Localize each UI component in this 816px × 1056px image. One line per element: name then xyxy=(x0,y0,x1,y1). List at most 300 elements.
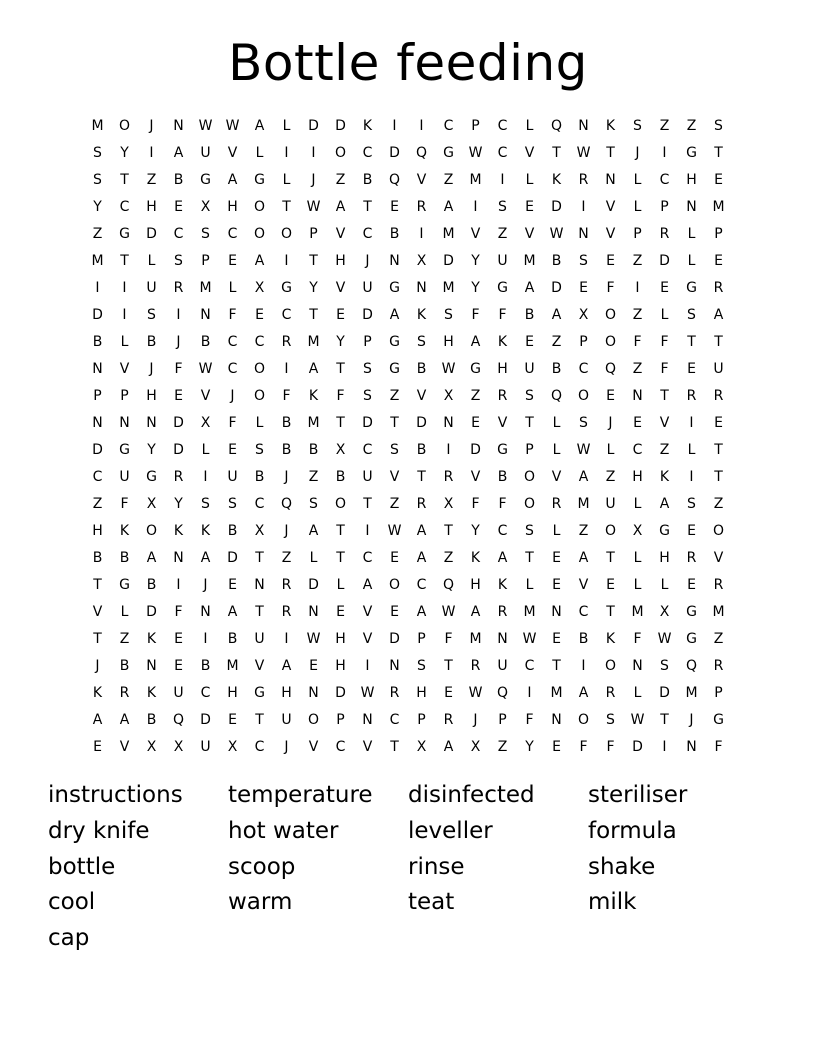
grid-letter: E xyxy=(687,361,696,377)
grid-letter: S xyxy=(579,253,588,269)
grid-letter: A xyxy=(362,577,373,593)
grid-letter: X xyxy=(227,739,238,755)
grid-letter: K xyxy=(497,334,508,350)
grid-letter: K xyxy=(362,118,373,134)
grid-letter: V xyxy=(551,469,562,485)
grid-letter: S xyxy=(687,496,696,512)
grid-letter: G xyxy=(389,334,400,350)
grid-letter: F xyxy=(606,739,615,755)
grid-letter: D xyxy=(659,253,670,269)
grid-letter: I xyxy=(284,631,289,647)
grid-letter: B xyxy=(173,172,184,188)
grid-letter: V xyxy=(416,388,427,404)
grid-letter: H xyxy=(632,469,643,485)
grid-letter: G xyxy=(119,442,130,458)
grid-letter: B xyxy=(416,442,427,458)
grid-letter: E xyxy=(714,172,723,188)
grid-letter: J xyxy=(311,172,316,188)
grid-letter: D xyxy=(173,442,184,458)
grid-letter: D xyxy=(416,415,427,431)
grid-letter: T xyxy=(336,550,345,566)
grid-letter: W xyxy=(225,118,240,134)
grid-letter: S xyxy=(174,253,183,269)
grid-letter: J xyxy=(284,523,289,539)
grid-letter: Z xyxy=(632,361,643,377)
grid-letter: T xyxy=(714,442,723,458)
word-list-item: rinse xyxy=(408,853,465,880)
grid-letter: F xyxy=(174,604,183,620)
grid-letter: E xyxy=(255,307,264,323)
grid-letter: N xyxy=(443,415,454,431)
grid-letter: Q xyxy=(550,388,563,404)
grid-letter: T xyxy=(525,415,534,431)
grid-row xyxy=(84,302,732,329)
grid-letter: B xyxy=(227,631,238,647)
grid-letter: I xyxy=(122,307,127,323)
grid-letter: E xyxy=(633,415,642,431)
grid-letter: X xyxy=(200,199,211,215)
grid-letter: F xyxy=(471,307,480,323)
grid-letter: Z xyxy=(659,442,670,458)
grid-letter: E xyxy=(390,550,399,566)
grid-letter: P xyxy=(120,388,129,404)
grid-letter: I xyxy=(203,469,208,485)
grid-letter: N xyxy=(632,658,643,674)
grid-row xyxy=(84,356,732,383)
grid-letter: O xyxy=(604,334,617,350)
grid-letter: I xyxy=(311,145,316,161)
grid-letter: N xyxy=(92,415,103,431)
grid-letter: G xyxy=(470,361,481,377)
grid-letter: V xyxy=(605,226,616,242)
grid-letter: H xyxy=(335,631,346,647)
grid-letter: H xyxy=(659,550,670,566)
grid-letter: F xyxy=(579,739,588,755)
grid-letter: C xyxy=(362,145,373,161)
grid-letter: L xyxy=(147,253,156,269)
grid-letter: F xyxy=(444,631,453,647)
grid-letter: C xyxy=(362,226,373,242)
grid-letter: I xyxy=(203,631,208,647)
grid-letter: D xyxy=(659,685,670,701)
grid-letter: O xyxy=(253,361,266,377)
grid-letter: T xyxy=(120,253,129,269)
grid-letter: P xyxy=(417,712,426,728)
grid-letter: S xyxy=(201,496,210,512)
grid-letter: A xyxy=(146,550,157,566)
grid-letter: Q xyxy=(604,361,617,377)
grid-letter: K xyxy=(605,631,616,647)
grid-letter: T xyxy=(417,469,426,485)
grid-letter: R xyxy=(119,685,130,701)
grid-letter: Z xyxy=(497,739,508,755)
grid-letter: Z xyxy=(578,523,589,539)
grid-letter: A xyxy=(173,145,184,161)
grid-letter: L xyxy=(255,415,264,431)
grid-letter: Z xyxy=(119,631,130,647)
grid-letter: J xyxy=(95,658,100,674)
grid-letter: L xyxy=(660,307,669,323)
grid-letter: Y xyxy=(309,280,318,296)
grid-letter: R xyxy=(713,658,724,674)
grid-letter: F xyxy=(282,388,291,404)
grid-letter: E xyxy=(228,577,237,593)
grid-letter: D xyxy=(200,712,211,728)
word-list-item: steriliser xyxy=(588,782,688,808)
grid-letter: N xyxy=(551,604,562,620)
grid-letter: O xyxy=(604,658,617,674)
grid-letter: Q xyxy=(172,712,185,728)
grid-letter: E xyxy=(606,388,615,404)
grid-letter: R xyxy=(416,496,427,512)
grid-letter: R xyxy=(389,685,400,701)
grid-letter: N xyxy=(308,685,319,701)
grid-letter: Y xyxy=(525,739,534,755)
grid-letter: P xyxy=(714,685,723,701)
grid-letter: E xyxy=(174,631,183,647)
grid-letter: Y xyxy=(93,199,102,215)
grid-letter: N xyxy=(551,712,562,728)
grid-row xyxy=(84,113,732,140)
grid-letter: S xyxy=(93,172,102,188)
grid-letter: C xyxy=(659,172,670,188)
grid-letter: A xyxy=(308,361,319,377)
grid-letter: L xyxy=(525,577,534,593)
grid-letter: R xyxy=(713,388,724,404)
grid-row xyxy=(84,410,732,437)
grid-letter: S xyxy=(363,361,372,377)
grid-letter: B xyxy=(524,307,535,323)
grid-letter: S xyxy=(660,658,669,674)
grid-letter: J xyxy=(203,577,208,593)
grid-letter: S xyxy=(93,145,102,161)
grid-letter: C xyxy=(443,118,454,134)
grid-letter: K xyxy=(470,550,481,566)
grid-letter: R xyxy=(551,496,562,512)
grid-letter: C xyxy=(173,226,184,242)
grid-letter: Z xyxy=(686,118,697,134)
grid-letter: M xyxy=(307,334,320,350)
grid-letter: A xyxy=(497,550,508,566)
grid-letter: O xyxy=(523,496,536,512)
grid-letter: A xyxy=(470,334,481,350)
grid-letter: I xyxy=(95,280,100,296)
grid-letter: G xyxy=(389,361,400,377)
grid-letter: H xyxy=(416,685,427,701)
grid-letter: T xyxy=(255,550,264,566)
grid-letter: V xyxy=(362,631,373,647)
grid-letter: D xyxy=(146,226,157,242)
grid-letter: R xyxy=(443,712,454,728)
grid-letter: H xyxy=(227,685,238,701)
grid-letter: W xyxy=(360,685,375,701)
grid-letter: M xyxy=(685,685,698,701)
grid-letter: U xyxy=(173,685,184,701)
grid-letter: V xyxy=(362,739,373,755)
grid-letter: F xyxy=(336,388,345,404)
grid-letter: T xyxy=(363,199,372,215)
grid-letter: L xyxy=(633,172,642,188)
grid-letter: U xyxy=(605,496,616,512)
grid-letter: E xyxy=(174,199,183,215)
grid-letter: P xyxy=(417,631,426,647)
grid-letter: T xyxy=(390,415,399,431)
grid-letter: T xyxy=(444,523,453,539)
grid-letter: E xyxy=(525,334,534,350)
grid-letter: C xyxy=(227,226,238,242)
grid-letter: M xyxy=(469,631,482,647)
grid-letter: N xyxy=(497,631,508,647)
grid-letter: E xyxy=(444,685,453,701)
grid-row xyxy=(84,140,732,167)
grid-letter: E xyxy=(552,631,561,647)
grid-letter: F xyxy=(606,280,615,296)
grid-letter: G xyxy=(686,280,697,296)
grid-letter: H xyxy=(686,172,697,188)
grid-letter: U xyxy=(713,361,724,377)
grid-letter: P xyxy=(633,226,642,242)
grid-letter: V xyxy=(227,145,238,161)
grid-letter: N xyxy=(632,388,643,404)
grid-letter: O xyxy=(604,523,617,539)
grid-letter: X xyxy=(173,739,184,755)
grid-letter: R xyxy=(173,280,184,296)
grid-letter: R xyxy=(443,469,454,485)
grid-row xyxy=(84,599,732,626)
grid-letter: H xyxy=(470,577,481,593)
grid-letter: Z xyxy=(713,631,724,647)
grid-letter: B xyxy=(92,550,103,566)
grid-letter: M xyxy=(550,685,563,701)
grid-letter: A xyxy=(308,523,319,539)
word-search-grid xyxy=(84,113,732,761)
grid-letter: I xyxy=(149,145,154,161)
grid-letter: T xyxy=(714,145,723,161)
grid-letter: D xyxy=(362,307,373,323)
grid-letter: O xyxy=(118,118,131,134)
word-list-item: disinfected xyxy=(408,782,535,808)
grid-letter: V xyxy=(200,388,211,404)
grid-letter: B xyxy=(92,334,103,350)
grid-letter: I xyxy=(284,361,289,377)
grid-letter: M xyxy=(469,172,482,188)
grid-letter: W xyxy=(306,631,321,647)
grid-letter: L xyxy=(633,496,642,512)
grid-letter: L xyxy=(336,577,345,593)
grid-letter: J xyxy=(149,361,154,377)
grid-letter: Q xyxy=(415,145,428,161)
grid-letter: Y xyxy=(174,496,183,512)
grid-letter: Z xyxy=(443,550,454,566)
grid-letter: E xyxy=(390,604,399,620)
grid-letter: N xyxy=(173,118,184,134)
grid-letter: K xyxy=(146,631,157,647)
grid-row xyxy=(84,734,732,761)
grid-letter: C xyxy=(335,739,346,755)
grid-letter: U xyxy=(362,469,373,485)
grid-letter: L xyxy=(606,442,615,458)
grid-letter: K xyxy=(146,685,157,701)
grid-letter: M xyxy=(523,253,536,269)
grid-letter: F xyxy=(228,307,237,323)
grid-letter: R xyxy=(173,469,184,485)
grid-letter: W xyxy=(576,145,591,161)
grid-letter: F xyxy=(471,496,480,512)
grid-letter: Z xyxy=(605,469,616,485)
grid-letter: N xyxy=(605,172,616,188)
grid-letter: T xyxy=(336,523,345,539)
grid-letter: W xyxy=(387,523,402,539)
grid-letter: L xyxy=(309,550,318,566)
grid-letter: J xyxy=(365,253,370,269)
grid-letter: U xyxy=(227,469,238,485)
grid-letter: L xyxy=(552,523,561,539)
grid-letter: A xyxy=(389,307,400,323)
grid-letter: X xyxy=(659,604,670,620)
grid-letter: O xyxy=(577,388,590,404)
grid-letter: Z xyxy=(443,172,454,188)
grid-letter: X xyxy=(200,415,211,431)
grid-letter: R xyxy=(713,577,724,593)
grid-letter: B xyxy=(200,334,211,350)
grid-letter: C xyxy=(524,658,535,674)
word-list-item: leveller xyxy=(408,817,493,844)
grid-letter: N xyxy=(362,712,373,728)
grid-letter: P xyxy=(93,388,102,404)
grid-letter: G xyxy=(119,226,130,242)
grid-letter: L xyxy=(687,226,696,242)
grid-letter: J xyxy=(284,739,289,755)
grid-letter: E xyxy=(228,442,237,458)
grid-letter: L xyxy=(687,253,696,269)
word-list-item: milk xyxy=(588,889,637,916)
grid-letter: A xyxy=(281,658,292,674)
grid-letter: P xyxy=(714,226,723,242)
grid-row xyxy=(84,626,732,653)
grid-letter: F xyxy=(498,307,507,323)
grid-letter: B xyxy=(578,631,589,647)
grid-letter: T xyxy=(255,604,264,620)
grid-letter: H xyxy=(443,334,454,350)
grid-letter: Z xyxy=(632,307,643,323)
grid-letter: C xyxy=(416,577,427,593)
word-list-item: hot water xyxy=(228,817,339,844)
grid-letter: X xyxy=(632,523,643,539)
grid-letter: X xyxy=(416,253,427,269)
grid-letter: F xyxy=(714,739,723,755)
grid-letter: C xyxy=(119,199,130,215)
grid-letter: P xyxy=(471,118,480,134)
grid-letter: F xyxy=(660,334,669,350)
grid-letter: G xyxy=(659,523,670,539)
grid-letter: N xyxy=(389,253,400,269)
grid-letter: A xyxy=(200,550,211,566)
grid-letter: N xyxy=(92,361,103,377)
grid-letter: R xyxy=(281,604,292,620)
grid-letter: C xyxy=(497,118,508,134)
grid-letter: C xyxy=(227,334,238,350)
grid-letter: I xyxy=(365,658,370,674)
grid-letter: D xyxy=(92,442,103,458)
grid-letter: L xyxy=(201,442,210,458)
grid-letter: T xyxy=(444,658,453,674)
grid-letter: X xyxy=(146,739,157,755)
grid-letter: K xyxy=(308,388,319,404)
grid-letter: C xyxy=(578,361,589,377)
grid-letter: A xyxy=(227,172,238,188)
grid-letter: B xyxy=(146,334,157,350)
grid-row xyxy=(84,572,732,599)
grid-letter: D xyxy=(173,415,184,431)
grid-letter: L xyxy=(633,199,642,215)
grid-letter: O xyxy=(388,577,401,593)
grid-letter: I xyxy=(662,145,667,161)
grid-letter: C xyxy=(254,496,265,512)
grid-letter: O xyxy=(334,496,347,512)
grid-letter: T xyxy=(687,334,696,350)
grid-row xyxy=(84,248,732,275)
grid-letter: K xyxy=(605,118,616,134)
grid-letter: V xyxy=(119,361,130,377)
grid-letter: B xyxy=(362,172,373,188)
grid-letter: B xyxy=(254,469,265,485)
grid-letter: Q xyxy=(496,685,509,701)
grid-letter: Q xyxy=(442,577,455,593)
grid-letter: Y xyxy=(471,253,480,269)
word-list-item: cap xyxy=(48,925,90,952)
grid-letter: A xyxy=(524,280,535,296)
grid-letter: V xyxy=(578,577,589,593)
grid-letter: Z xyxy=(470,388,481,404)
grid-letter: Y xyxy=(120,145,129,161)
grid-letter: M xyxy=(91,253,104,269)
grid-letter: L xyxy=(633,577,642,593)
grid-letter: T xyxy=(606,145,615,161)
grid-letter: E xyxy=(174,658,183,674)
word-list-item: warm xyxy=(228,889,293,916)
grid-letter: T xyxy=(93,631,102,647)
grid-letter: V xyxy=(308,739,319,755)
grid-letter: Z xyxy=(713,496,724,512)
grid-letter: D xyxy=(389,145,400,161)
grid-letter: X xyxy=(335,442,346,458)
grid-letter: S xyxy=(255,442,264,458)
grid-letter: B xyxy=(281,415,292,431)
grid-letter: Q xyxy=(388,172,401,188)
grid-letter: J xyxy=(230,388,235,404)
grid-letter: E xyxy=(471,415,480,431)
grid-letter: I xyxy=(446,442,451,458)
grid-letter: E xyxy=(579,280,588,296)
grid-letter: T xyxy=(336,361,345,377)
grid-row xyxy=(84,707,732,734)
grid-letter: T xyxy=(606,604,615,620)
grid-letter: C xyxy=(92,469,103,485)
grid-letter: M xyxy=(307,415,320,431)
grid-letter: I xyxy=(122,280,127,296)
grid-letter: I xyxy=(635,280,640,296)
grid-letter: I xyxy=(419,118,424,134)
grid-letter: N xyxy=(146,658,157,674)
grid-letter: F xyxy=(525,712,534,728)
grid-letter: N xyxy=(254,577,265,593)
grid-letter: A xyxy=(470,604,481,620)
grid-letter: D xyxy=(632,739,643,755)
grid-letter: V xyxy=(254,658,265,674)
grid-letter: W xyxy=(576,442,591,458)
grid-letter: U xyxy=(119,469,130,485)
grid-letter: L xyxy=(282,118,291,134)
